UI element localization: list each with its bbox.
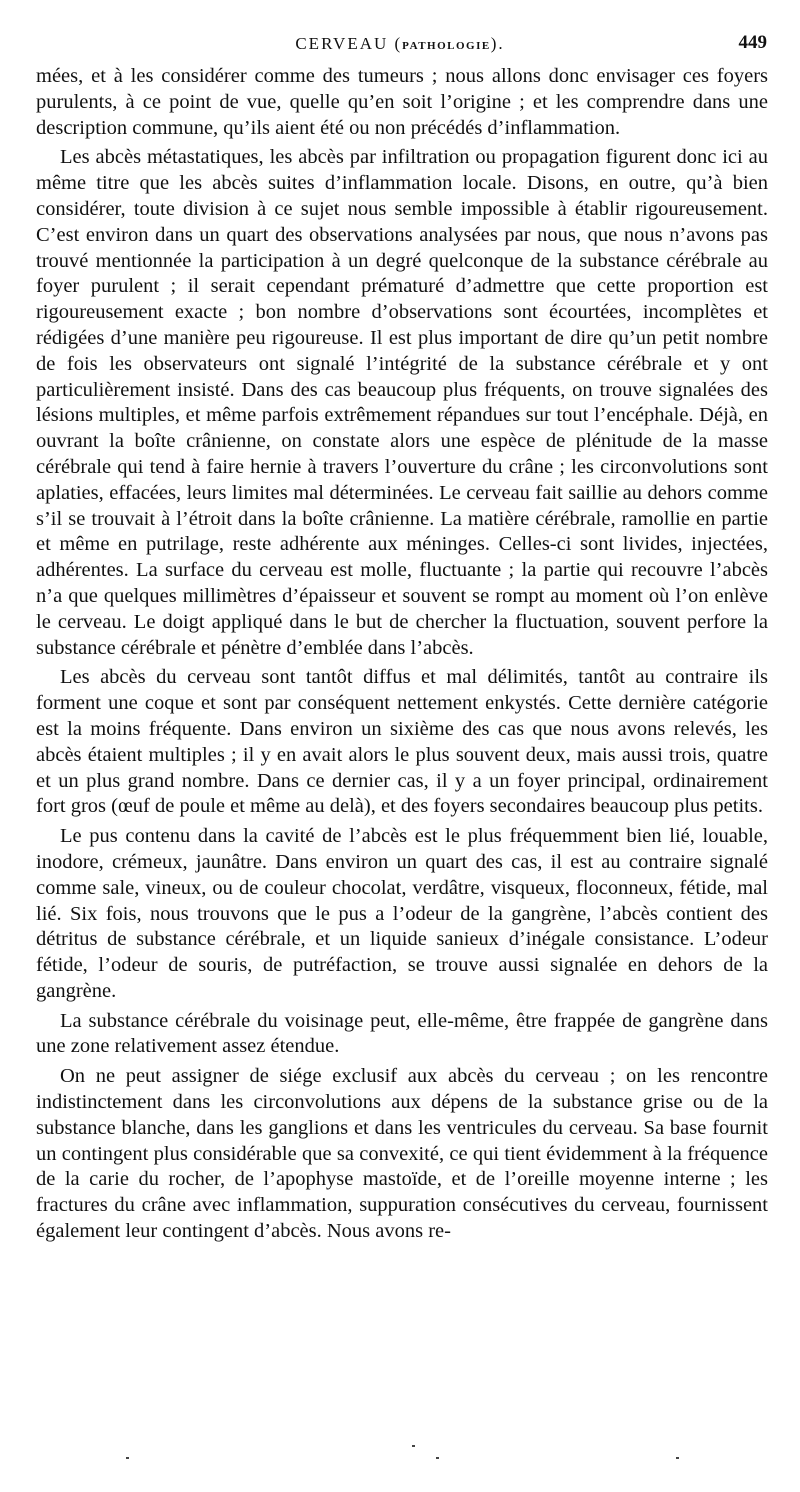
paragraph-pus-characteristics: Le pus contenu dans la cavité de l’abcès est le plus fréquemment bien lié, louable, inodore, crémeux, jaunâtre. Dans environ un quart des cas, il est au contraire signalé comme sale, vineux, ou de couleur chocolat, verdâtre, visqueux, floconneux, fétide, mal lié. Six fois, nous trouvons que le pus a l’odeur de la gangrène, l’abcès contient des détritus de substance cérébrale, et un liquide sanieux d’inégale consistance. L’odeur fétide, l’odeur de souris, de putréfaction, se trouve aussi signalée en dehors de la gangrène.	[36, 825, 768, 1002]
speck	[412, 1445, 415, 1447]
body-text	[36, 64, 768, 1249]
page-number: 449	[738, 32, 767, 53]
paragraph-abscess-location: On ne peut assigner de siége exclusif aux abcès du cerveau ; on les rencontre indistinctement dans les circonvolutions aux dépens de la substance grise ou de la substance blanche, dans les ganglions et dans les ventricules du cerveau. Sa base fournit un contingent plus considérable que sa convexité, ce qui tient évidemment à la fréquence de la carie du rocher, de l’apophyse mastoïde, et de l’oreille moyenne interne ; les fractures du crâne avec inflammation, suppuration consécutives du cerveau, fournissent également leur contingent d’abcès. Nous avons re-	[36, 1065, 768, 1243]
paragraph-metastatic-abscesses: Les abcès métastatiques, les abcès par infiltration ou propagation figurent donc ici au même titre que les abcès suites d’inflammation locale. Disons, en outre, qu’à bien considérer, toute division à ce sujet nous semble impossible à établir rigoureusement. C’est environ dans un quart des observations analysées par nous, que nous n’avons pas trouvé mentionnée la participation à un degré quelconque de la substance cérébrale au foyer purulent ; il serait cependant prématuré d’admettre que cette proportion est rigoureusement exacte ; bon nombre d’observations sont écourtées, incomplètes et rédigées d’une manière peu rigoureuse. Il est plus important de dire qu’un petit nombre de fois les observateurs ont signalé l’intégrité de la substance cérébrale et y ont particulièrement insisté. Dans des cas beaucoup plus fréquents, on trouve signalées des lésions multiples, et même parfois extrêmement répandues sur tout l’encéphale. Déjà, en ouvrant la boîte crânienne, on constate alors une espèce de plénitude de la masse cérébrale qui tend à faire hernie à travers l’ouverture du crâne ; les circonvolutions sont aplaties, effacées, leurs limites mal déterminées. Le cerveau fait saillie au dehors comme s’il se trouvait à l’étroit dans la boîte crânienne. La matière cérébrale, ramollie en partie et même en putrilage, reste adhérente aux méninges. Celles-ci sont livides, injectées, adhérentes. La surface du cerveau est molle, fluctuante ; la partie qui recouvre l’abcès n’a que quelques millimètres d’épaisseur et souvent se rompt au moment où l’on enlève le cerveau. Le doigt appliqué dans le but de chercher la fluctuation, souvent perfore la substance cérébrale et pénètre d’emblée dans l’abcès.	[36, 146, 768, 659]
speck	[126, 1457, 129, 1459]
running-title-main: CERVEAU (	[295, 34, 403, 53]
running-title-section: PATHOLOGIE	[402, 40, 491, 52]
paragraph-gangrene: La substance cérébrale du voisinage peut, elle-même, être frappée de gangrène dans une zone relativement assez étendue.	[36, 1009, 768, 1058]
paragraph-abscess-forms: Les abcès du cerveau sont tantôt diffus et mal délimités, tantôt au contraire ils forment une coque et sont par conséquent nettement enkystés. Cette dernière catégorie est la moins fréquente. Dans environ un sixième des cas que nous avons relevés, les abcès étaient multiples ; il y en avait alors le plus souvent deux, mais aussi trois, quatre et un plus grand nombre. Dans ce dernier cas, il y a un foyer principal, ordinairement fort gros (œuf de poule et même au delà), et des foyers secondaires beaucoup plus petits.	[36, 666, 768, 818]
paragraph-continued: mées, et à les considérer comme des tumeurs ; nous allons donc envisager ces foyers purulents, à ce point de vue, quelle qu’en soit l’origine ; et les comprendre dans une description commune, qu’ils aient été ou non précédés d’inflammation.	[36, 65, 768, 139]
print-specks	[0, 1445, 800, 1465]
speck	[436, 1457, 439, 1459]
running-title-end: ).	[490, 34, 505, 53]
speck	[676, 1457, 679, 1459]
running-header	[0, 34, 800, 58]
running-title	[0, 34, 800, 54]
